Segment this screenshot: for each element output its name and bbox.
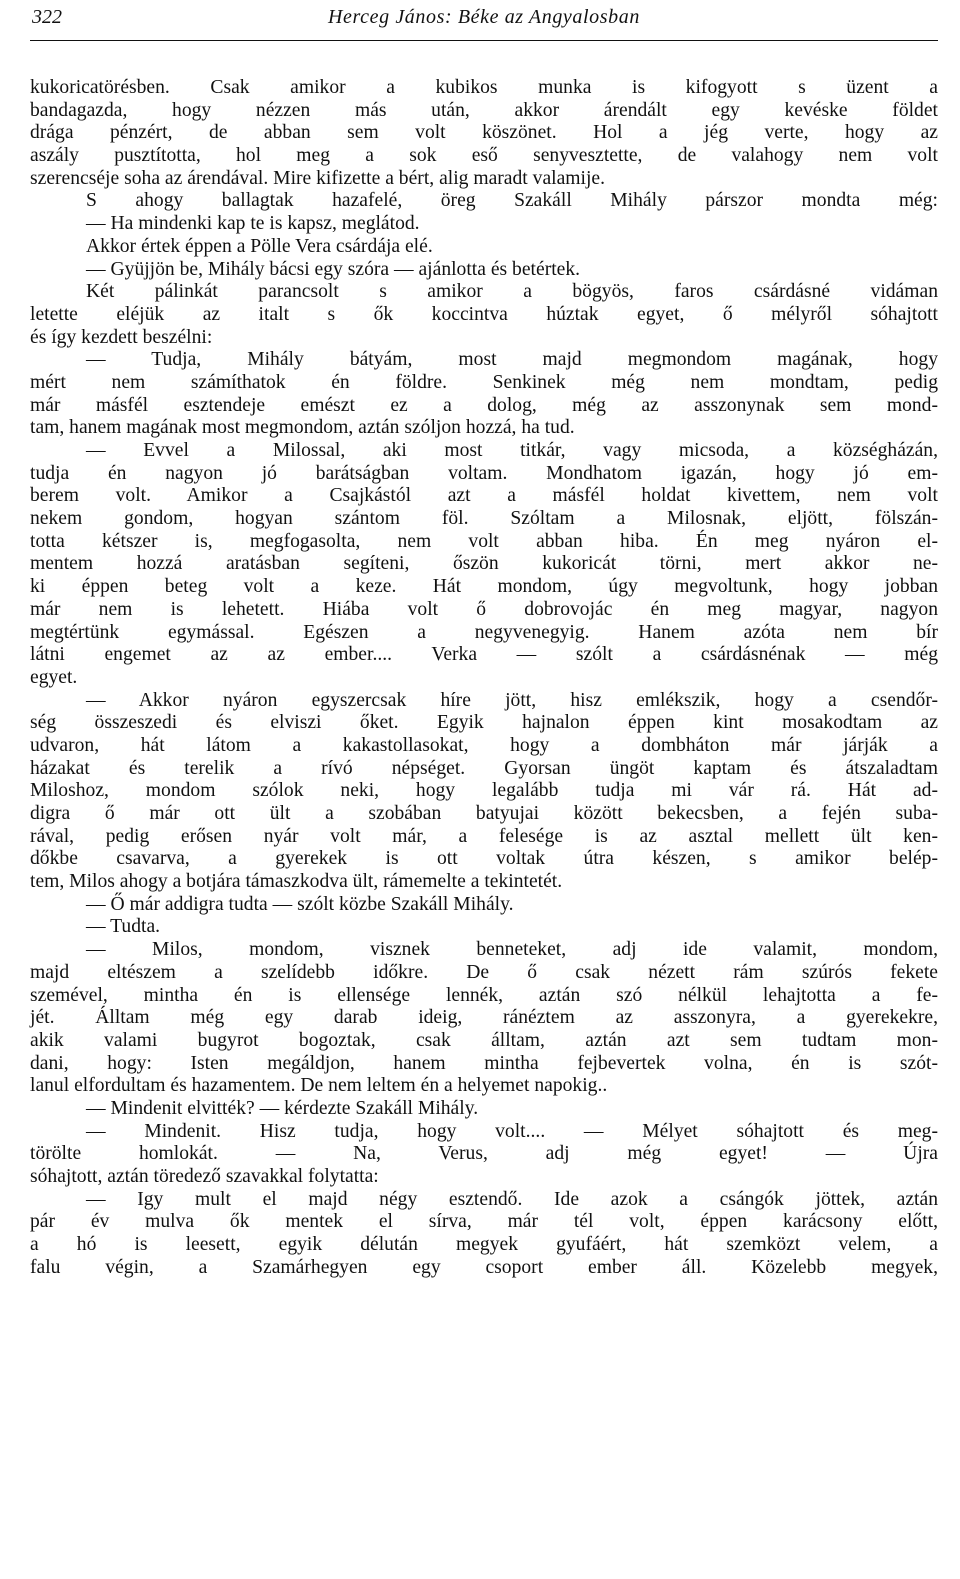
text-line: dőkbe csavarva, a gyerekek is ott voltak útra készen, s amikor belép- [30, 848, 938, 870]
text-line: rával, pedig erősen nyár volt már, a felesége is az asztal mellett ült ken- [30, 825, 938, 847]
text-line: — Evvel a Milossal, aki most titkár, vagy micsoda, a községházán, [86, 440, 938, 461]
text-line: dani, hogy: Isten megáldjon, hanem mintha fejbevertek volna, én is szót- [30, 1052, 938, 1074]
text-line: Akkor értek éppen a Pölle Vera csárdája elé. [86, 235, 433, 257]
running-title: Herceg János: Béke az Angyalosban [328, 6, 640, 28]
text-line: — Akkor nyáron egyszercsak híre jött, hisz emlékszik, hogy a csendőr- [86, 689, 938, 711]
text-line: falu végin, a Szamárhegyen egy csoport ember áll. Közelebb megyek, [30, 1256, 938, 1278]
text-line: akik valami bugyrot bogoztak, csak álltam, aztán azt sem tudtam mon- [30, 1029, 938, 1051]
text-line: sóhajtott, aztán töredező szavakkal folytatta: [30, 1166, 379, 1187]
text-line: — Mindenit. Hisz tudja, hogy volt.... — Mélyet sóhajtott és meg- [86, 1120, 938, 1142]
text-line: jét. Álltam még egy darab ideig, ránéztem az asszonyra, a gyerekekre, [30, 1007, 938, 1029]
text-line: házakat és terelik a rívó népséget. Gyorsan üngöt kaptam és átszaladtam [30, 757, 938, 779]
text-line: látni engemet az az ember.... Verka — szólt a csárdásnénak — még [30, 644, 938, 666]
text-line: nekem gondom, hogyan szántom föl. Szóltam a Milosnak, eljött, fölszán- [30, 508, 938, 530]
text-line: — Tudta. [86, 916, 161, 938]
text-line: — Milos, mondom, visznek benneteket, adj ide valamit, mondom, [86, 939, 938, 961]
text-line: — Ő már addigra tudta — szólt közbe Szakáll Mihály. [86, 893, 514, 915]
text-line: mentem hozzá aratásban segíteni, őszön kukoricát törni, mert akkor ne- [30, 553, 938, 575]
text-line: Miloshoz, mondom szólok neki, hogy legalább tudja mi vár rá. Hát ad- [30, 780, 938, 802]
text-line: lanul elfordultam és hazamentem. De nem leltem én a helyemet napokig.. [30, 1075, 608, 1097]
text-line: és így kezdett beszélni: [30, 326, 213, 348]
text-line: majd eltészem a szelídebb időkre. De ő csak nézett rám szúrós fekete [30, 961, 938, 983]
text-line: kukoricatörésben. Csak amikor a kubikos munka is kifogyott s üzent a [30, 77, 938, 98]
text-line: aszály pusztította, hol meg a sok eső senyvesztette, de valahogy nem volt [30, 145, 938, 167]
text-line: berem volt. Amikor a Csajkástól azt a másfél holdat kivettem, nem volt [30, 485, 938, 507]
text-line: bandagazda, hogy nézzen más után, akkor árendált egy kevéske földet [30, 99, 938, 121]
text-line: ki éppen beteg volt a keze. Hát mondom, úgy megvoltunk, hogy jobban [30, 576, 938, 598]
text-line: ség összeszedi és elviszi őket. Egyik hajnalon éppen kint mosakodtam az [30, 712, 938, 734]
text-line: már másfél esztendeje emészt ez a dolog, még az asszonynak sem mond- [30, 394, 938, 416]
text-line: — Gyüjjön be, Mihály bácsi egy szóra — ajánlotta és betértek. [86, 258, 581, 280]
text-line: Két pálinkát parancsolt s amikor a bögyös, faros csárdásné vidáman [86, 281, 938, 303]
text-line: törölte homlokát. — Na, Verus, adj még egyet! — Újra [30, 1143, 938, 1165]
text-line: — Ha mindenki kap te is kapsz, meglátod. [86, 213, 420, 235]
body-text [30, 77, 938, 1279]
text-line: totta kétszer is, megfogasolta, nem volt abban hiba. Én meg nyáron el- [30, 530, 938, 552]
text-line: tudja én nagyon jó barátságban voltam. Mondhatom igazán, hogy jó em- [30, 462, 938, 484]
text-line: szemével, mintha én is ellensége lennék, aztán szó nélkül lehajtotta a fe- [30, 984, 938, 1006]
text-line: tem, Milos ahogy a botjára támaszkodva ült, rámemelte a tekintetét. [30, 871, 563, 893]
text-line: megtértünk egymással. Egészen a negyvenegyig. Hanem azóta nem bír [30, 621, 938, 643]
page-header [30, 6, 938, 41]
text-line: már nem is lehetett. Hiába volt ő dobrovojác én meg magyar, nagyon [30, 598, 938, 620]
text-line: — Igy mult el majd négy esztendő. Ide azok a csángók jöttek, aztán [86, 1188, 938, 1210]
text-line: digra ő már ott ült a szobában batyujai között bekecsben, a fején suba- [30, 803, 938, 824]
text-line: — Tudja, Mihály bátyám, most majd megmondom magának, hogy [86, 349, 938, 371]
text-line: udvaron, hát látom a kakastollasokat, hogy a dombháton már járják a [30, 734, 938, 756]
text-line: a hó is leesett, egyik délután megyek gyufáért, hát szemközt velem, a [30, 1234, 938, 1256]
text-line: S ahogy ballagtak hazafelé, öreg Szakáll Mihály párszor mondta még: [86, 190, 938, 212]
text-line: — Mindenit elvitték? — kérdezte Szakáll Mihály. [86, 1097, 479, 1119]
text-line: egyet. [30, 666, 78, 688]
text-line: pár év mulva ők mentek el sírva, már tél volt, éppen karácsony előtt, [30, 1211, 938, 1233]
text-line: mért nem számíthatok én földre. Senkinek még nem mondtam, pedig [30, 371, 938, 393]
text-line: letette eléjük az italt s ők koccintva húztak egyet, ő mélyről sóhajtott [30, 303, 938, 325]
text-line: tam, hanem magának most megmondom, aztán szóljon hozzá, ha tud. [30, 417, 575, 439]
text-line: drága pénzért, de abban sem volt köszönet. Hol a jég verte, hogy az [30, 122, 938, 144]
page-number: 322 [32, 6, 62, 28]
text-line: szerencséje soha az árendával. Mire kifizette a bért, alig maradt valamije. [30, 167, 606, 189]
book-page [0, 6, 960, 1579]
